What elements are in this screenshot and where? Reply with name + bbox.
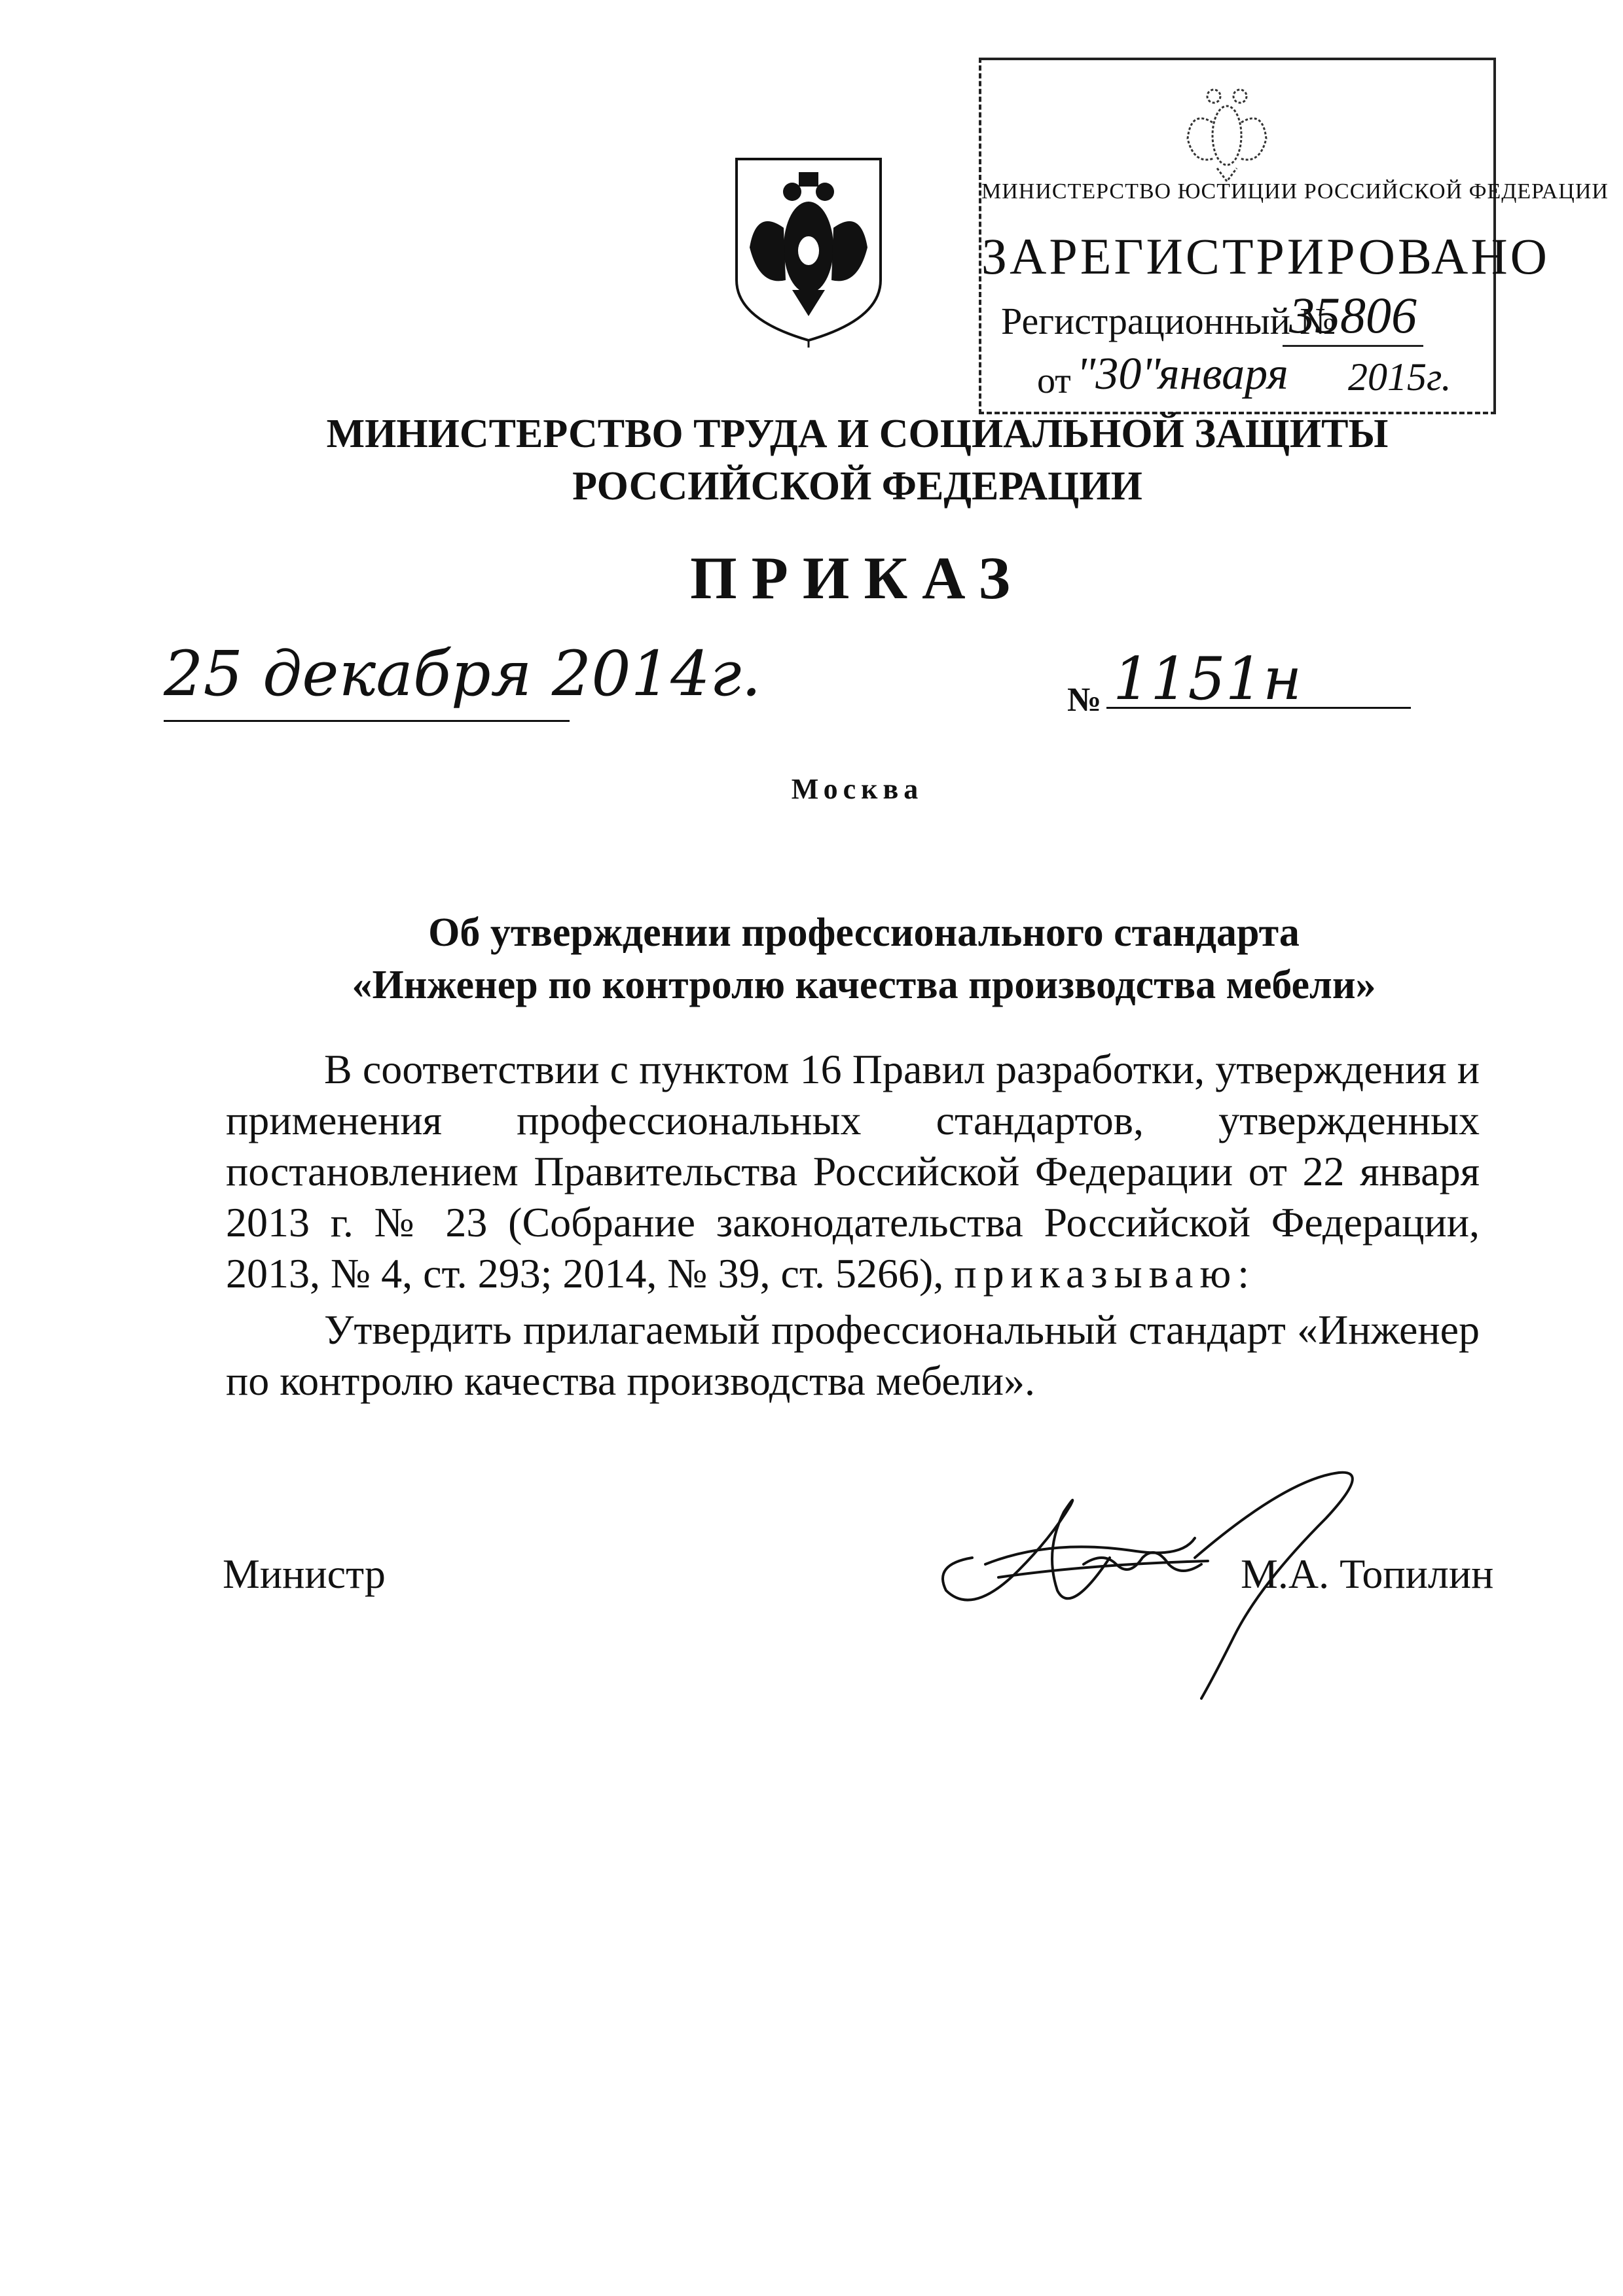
order-number: 1151н <box>1113 645 1302 713</box>
stamp-registration-label: Регистрационный № <box>1001 300 1336 342</box>
ministry-name-line2: РОССИЙСКОЙ ФЕДЕРАЦИИ <box>572 464 1142 509</box>
order-number-underline <box>1106 707 1411 709</box>
document-type: ПРИКАЗ <box>690 545 1025 611</box>
order-date: 25 декабря 2014г. <box>164 638 761 710</box>
stamp-status: ЗАРЕГИСТРИРОВАНО <box>981 228 1550 285</box>
stamp-date-prefix: от <box>1037 361 1071 401</box>
stamp-registration-number: 35806 <box>1283 286 1423 347</box>
coat-of-arms-emblem <box>730 156 887 349</box>
signer-name: М.А. Топилин <box>1241 1551 1494 1597</box>
order-date-underline <box>164 720 570 722</box>
stamp-date-month: января <box>1158 349 1288 399</box>
stamp-organization: МИНИСТЕРСТВО ЮСТИЦИИ РОССИЙСКОЙ ФЕДЕРАЦИИ <box>981 179 1609 204</box>
paragraph-1-text: В соответствии с пунктом 16 Правил разработки, утверждения и применения профессиональных стандартов, утвержденных постановлением Правительства Российской Федерации от 22 января 2013 г. № 23 (Собрание законодательства Российской Федерации, 2013, № 4, ст. 293; 2014, № 39, ст. 5266), <box>226 1046 1480 1297</box>
signer-title: Министр <box>223 1551 386 1597</box>
document-title-line1: Об утверждении профессионального стандарта <box>428 910 1300 955</box>
document-title-line2: «Инженер по контролю качества производства мебели» <box>352 963 1376 1007</box>
stamp-emblem-icon <box>1178 73 1276 185</box>
order-number-label: № <box>1067 681 1102 719</box>
city: Москва <box>791 773 924 805</box>
ministry-name-line1: МИНИСТЕРСТВО ТРУДА И СОЦИАЛЬНОЙ ЗАЩИТЫ <box>326 412 1389 456</box>
registration-stamp <box>979 58 1609 414</box>
stamp-date-day: "30" <box>1076 349 1161 399</box>
body-paragraph-2: Утвердить прилагаемый профессиональный стандарт «Инженер по контролю качества производства мебели». <box>226 1306 1480 1404</box>
order-command: приказываю: <box>954 1250 1256 1297</box>
body-paragraph-1 <box>226 1044 1480 1299</box>
stamp-date-year: 2015г. <box>1348 355 1451 399</box>
